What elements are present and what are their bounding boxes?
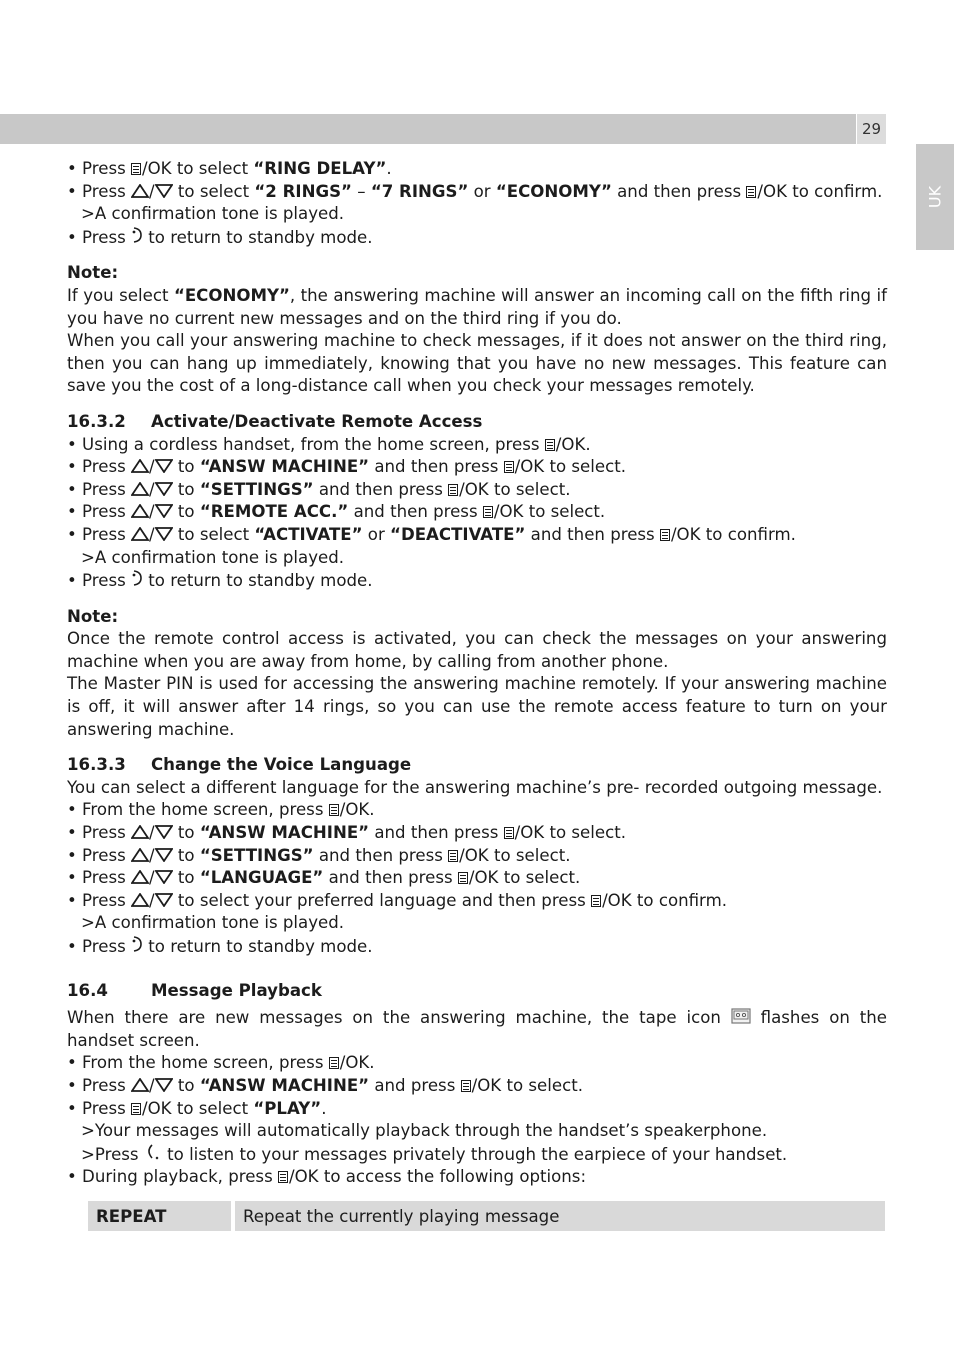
up-arrow-icon — [131, 848, 149, 862]
menu-ok-icon — [504, 461, 514, 473]
result-line: >Press to listen to your messages privately through the earpiece of your handset. — [81, 1144, 788, 1164]
tape-icon — [731, 1008, 751, 1024]
list-item: • Press / to select “2 RINGS” – “7 RINGS” or “ECONOMY” and then press /OK to confirm. — [67, 181, 883, 201]
talk-icon — [144, 1143, 162, 1161]
list-item: • Press / to select “ACTIVATE” or “DEACTIVATE” and then press /OK to confirm. — [67, 524, 796, 544]
up-arrow-icon — [131, 1078, 149, 1092]
list-item: • Press to return to standby mode. — [67, 227, 373, 247]
down-arrow-icon — [155, 527, 173, 541]
up-arrow-icon — [131, 870, 149, 884]
language-tab — [916, 144, 954, 250]
menu-ok-icon — [131, 163, 141, 175]
list-item: • From the home screen, press /OK. — [67, 800, 375, 820]
note-heading: Note: — [67, 606, 119, 626]
list-item: • Press /OK to select “PLAY”. — [67, 1098, 327, 1118]
end-call-icon — [131, 226, 143, 244]
section-heading: 16.3.2 Activate/Deactivate Remote Access — [67, 411, 483, 431]
menu-ok-icon — [504, 827, 514, 839]
list-item: • Press /OK to select “RING DELAY”. — [67, 159, 392, 178]
menu-ok-icon — [131, 1103, 141, 1115]
menu-ok-icon — [448, 850, 458, 862]
down-arrow-icon — [155, 184, 173, 198]
menu-ok-icon — [329, 1057, 339, 1069]
down-arrow-icon — [155, 504, 173, 518]
menu-ok-icon — [660, 529, 670, 541]
note-paragraph: When you call your answering machine to check messages, if it does not answer on the third ring, then you can hang up immediately, knowing that you have no new messages. This feature can save you the cost of a long-distance call when you check your messages remotely. — [67, 331, 887, 396]
up-arrow-icon — [131, 825, 149, 839]
menu-ok-icon — [329, 804, 339, 816]
menu-ok-icon — [461, 1080, 471, 1092]
intro-text: You can select a different language for the answering machine’s pre- recorded outgoing message. — [67, 777, 883, 797]
end-call-icon — [131, 935, 143, 953]
page-number: 29 — [857, 114, 886, 144]
list-item: • Press to return to standby mode. — [67, 937, 373, 956]
section-heading: 16.4 Message Playback — [67, 980, 322, 1000]
up-arrow-icon — [131, 459, 149, 473]
list-item: • Press / to “SETTINGS” and then press /OK to select. — [67, 845, 571, 865]
result-line: >A confirmation tone is played. — [81, 547, 345, 567]
header-bar — [0, 114, 856, 144]
menu-ok-icon — [591, 895, 601, 907]
menu-ok-icon — [746, 186, 756, 198]
page-content — [67, 158, 887, 1189]
menu-ok-icon — [278, 1171, 288, 1183]
table-row — [88, 1201, 885, 1231]
intro-text: When there are new messages on the answering machine, the tape icon flashes on the handset screen. — [67, 1008, 887, 1050]
language-tab-label: UK — [925, 185, 945, 209]
down-arrow-icon — [155, 1078, 173, 1092]
list-item: • Press / to “LANGUAGE” and then press /OK to select. — [67, 868, 581, 888]
up-arrow-icon — [131, 893, 149, 907]
result-line: >Your messages will automatically playback through the handset’s speakerphone. — [81, 1121, 768, 1141]
note-paragraph: If you select “ECONOMY”, the answering machine will answer an incoming call on the fifth ring if you have no current new messages and on the third ring if you do. — [67, 285, 887, 328]
down-arrow-icon — [155, 870, 173, 884]
menu-ok-icon — [545, 439, 555, 451]
list-item: • Using a cordless handset, from the home screen, press /OK. — [67, 434, 591, 454]
down-arrow-icon — [155, 825, 173, 839]
option-key: REPEAT — [88, 1201, 231, 1231]
result-line: >A confirmation tone is played. — [81, 913, 345, 933]
list-item: • From the home screen, press /OK. — [67, 1053, 375, 1073]
list-item: • During playback, press /OK to access the following options: — [67, 1167, 587, 1187]
list-item: • Press / to “SETTINGS” and then press /OK to select. — [67, 479, 571, 499]
up-arrow-icon — [131, 184, 149, 198]
note-heading: Note: — [67, 263, 119, 283]
up-arrow-icon — [131, 527, 149, 541]
list-item: • Press to return to standby mode. — [67, 571, 373, 591]
note-paragraph: The Master PIN is used for accessing the answering machine remotely. If your answering machine is off, it will answer after 14 rings, so you can use the remote access feature to turn on your answering machine. — [67, 674, 887, 739]
list-item: • Press / to “REMOTE ACC.” and then press /OK to select. — [67, 502, 606, 522]
up-arrow-icon — [131, 504, 149, 518]
result-line: >A confirmation tone is played. — [81, 204, 345, 224]
note-paragraph: Once the remote control access is activated, you can check the messages on your answering machine when you are away from home, by calling from another phone. — [67, 629, 887, 671]
list-item: • Press / to “ANSW MACHINE” and press /OK to select. — [67, 1075, 583, 1095]
list-item: • Press / to select your preferred language and then press /OK to confirm. — [67, 890, 728, 910]
down-arrow-icon — [155, 848, 173, 862]
menu-ok-icon — [448, 484, 458, 496]
section-heading: 16.3.3 Change the Voice Language — [67, 755, 412, 775]
down-arrow-icon — [155, 482, 173, 496]
options-table — [88, 1201, 885, 1231]
down-arrow-icon — [155, 893, 173, 907]
down-arrow-icon — [155, 459, 173, 473]
up-arrow-icon — [131, 482, 149, 496]
menu-ok-icon — [458, 872, 468, 884]
list-item: • Press / to “ANSW MACHINE” and then press /OK to select. — [67, 823, 626, 843]
end-call-icon — [131, 569, 143, 587]
list-item: • Press / to “ANSW MACHINE” and then press /OK to select. — [67, 457, 626, 477]
menu-ok-icon — [483, 506, 493, 518]
option-value: Repeat the currently playing message — [235, 1201, 885, 1231]
